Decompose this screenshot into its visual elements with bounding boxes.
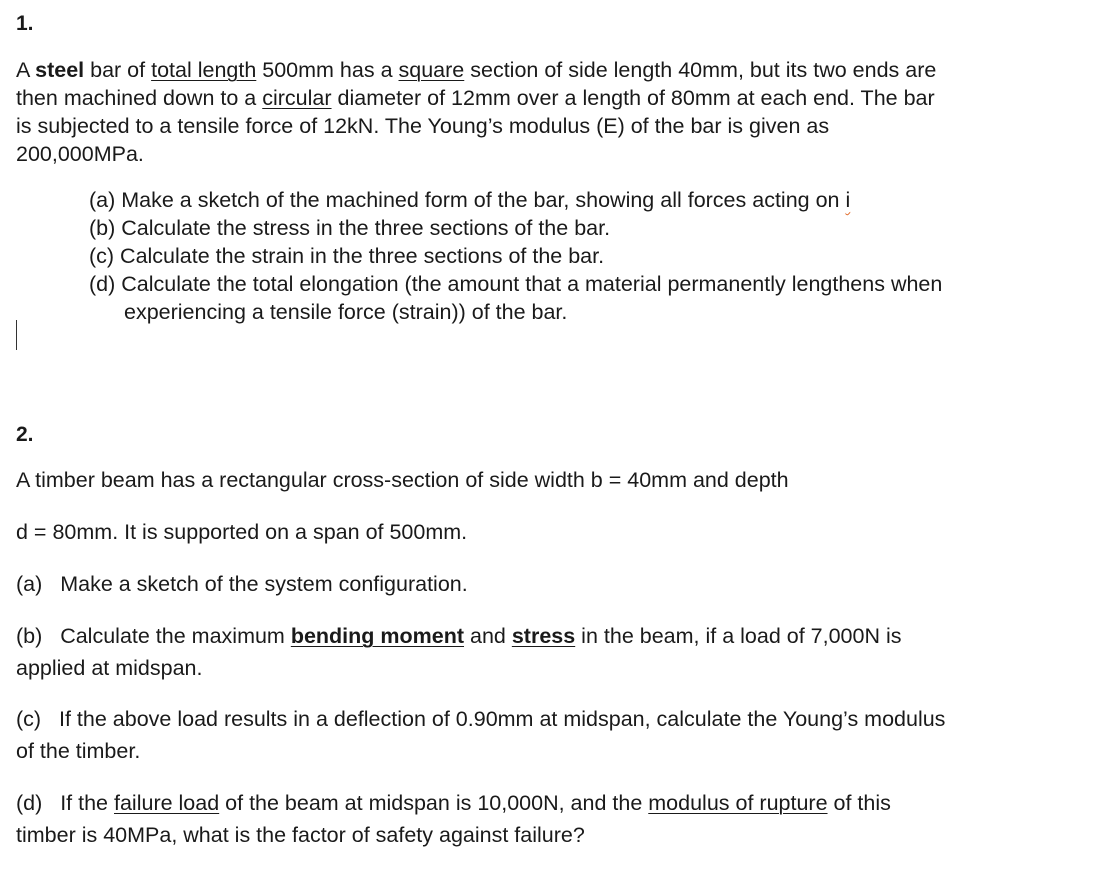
text: of this — [827, 791, 891, 815]
stress-term: stress — [511, 624, 576, 648]
item-text: If the above load results in a deflection of 0.90mm at midspan, calculate the Young’s modulus — [59, 707, 946, 731]
total-length-term: total length — [151, 58, 257, 82]
text: A — [16, 58, 36, 82]
steel-word: steel — [35, 58, 85, 82]
item-d-continuation: experiencing a tensile force (strain)) of the bar. — [124, 300, 568, 324]
intro-line-1 — [16, 56, 936, 84]
q2-item-d-continuation: timber is 40MPa, what is the factor of safety against failure? — [16, 823, 585, 847]
modulus-of-rupture-term: modulus of rupture — [648, 791, 828, 815]
q2-item-a — [16, 572, 468, 597]
item-a — [89, 186, 942, 214]
intro-line-4: 200,000MPa. — [16, 142, 144, 166]
circular-term: circular — [262, 86, 332, 110]
question-1-items — [89, 186, 942, 326]
question-1-number: 1. — [16, 12, 34, 35]
question-2-number: 2. — [16, 423, 34, 446]
item-b: (b) Calculate the stress in the three sections of the bar. — [89, 216, 611, 240]
spell-error-word: i — [845, 188, 851, 212]
intro-line-2 — [16, 84, 936, 112]
item-label: (c) — [16, 707, 42, 731]
q2-line-1: A timber beam has a rectangular cross-section of side width b = 40mm and depth — [16, 468, 789, 492]
q2-item-c — [16, 707, 945, 732]
text-cursor — [16, 320, 17, 350]
item-d: (d) Calculate the total elongation (the amount that a material permanently lengthens when — [89, 272, 943, 296]
text: of the beam at midspan is 10,000N, and the — [219, 791, 649, 815]
text: then machined down to a — [16, 86, 263, 110]
text: Calculate the maximum — [60, 624, 291, 648]
text: and — [464, 624, 512, 648]
text: 500mm has a — [256, 58, 399, 82]
failure-load-term: failure load — [114, 791, 220, 815]
q2-item-c-continuation: of the timber. — [16, 739, 141, 763]
item-label: (b) — [16, 624, 43, 648]
text: section of side length 40mm, but its two ends are — [464, 58, 937, 82]
text: If the — [60, 791, 114, 815]
question-1-intro — [16, 56, 936, 168]
bending-moment-term: bending moment — [290, 624, 465, 648]
item-label: (d) — [16, 791, 43, 815]
q2-item-d — [16, 791, 891, 816]
text: diameter of 12mm over a length of 80mm at each end. The bar — [331, 86, 935, 110]
text: in the beam, if a load of 7,000N is — [575, 624, 902, 648]
intro-line-3: is subjected to a tensile force of 12kN. The Young’s modulus (E) of the bar is given as — [16, 114, 830, 138]
item-c: (c) Calculate the strain in the three sections of the bar. — [89, 244, 605, 268]
q2-line-2: d = 80mm. It is supported on a span of 500mm. — [16, 520, 468, 544]
text: (a) Make a sketch of the machined form of the bar, showing all forces acting on — [89, 188, 846, 212]
text: bar of — [84, 58, 152, 82]
square-term: square — [398, 58, 465, 82]
item-label: (a) — [16, 572, 43, 596]
q2-item-b-continuation: applied at midspan. — [16, 656, 203, 680]
q2-item-b — [16, 624, 901, 649]
item-text: Make a sketch of the system configuration. — [60, 572, 468, 596]
